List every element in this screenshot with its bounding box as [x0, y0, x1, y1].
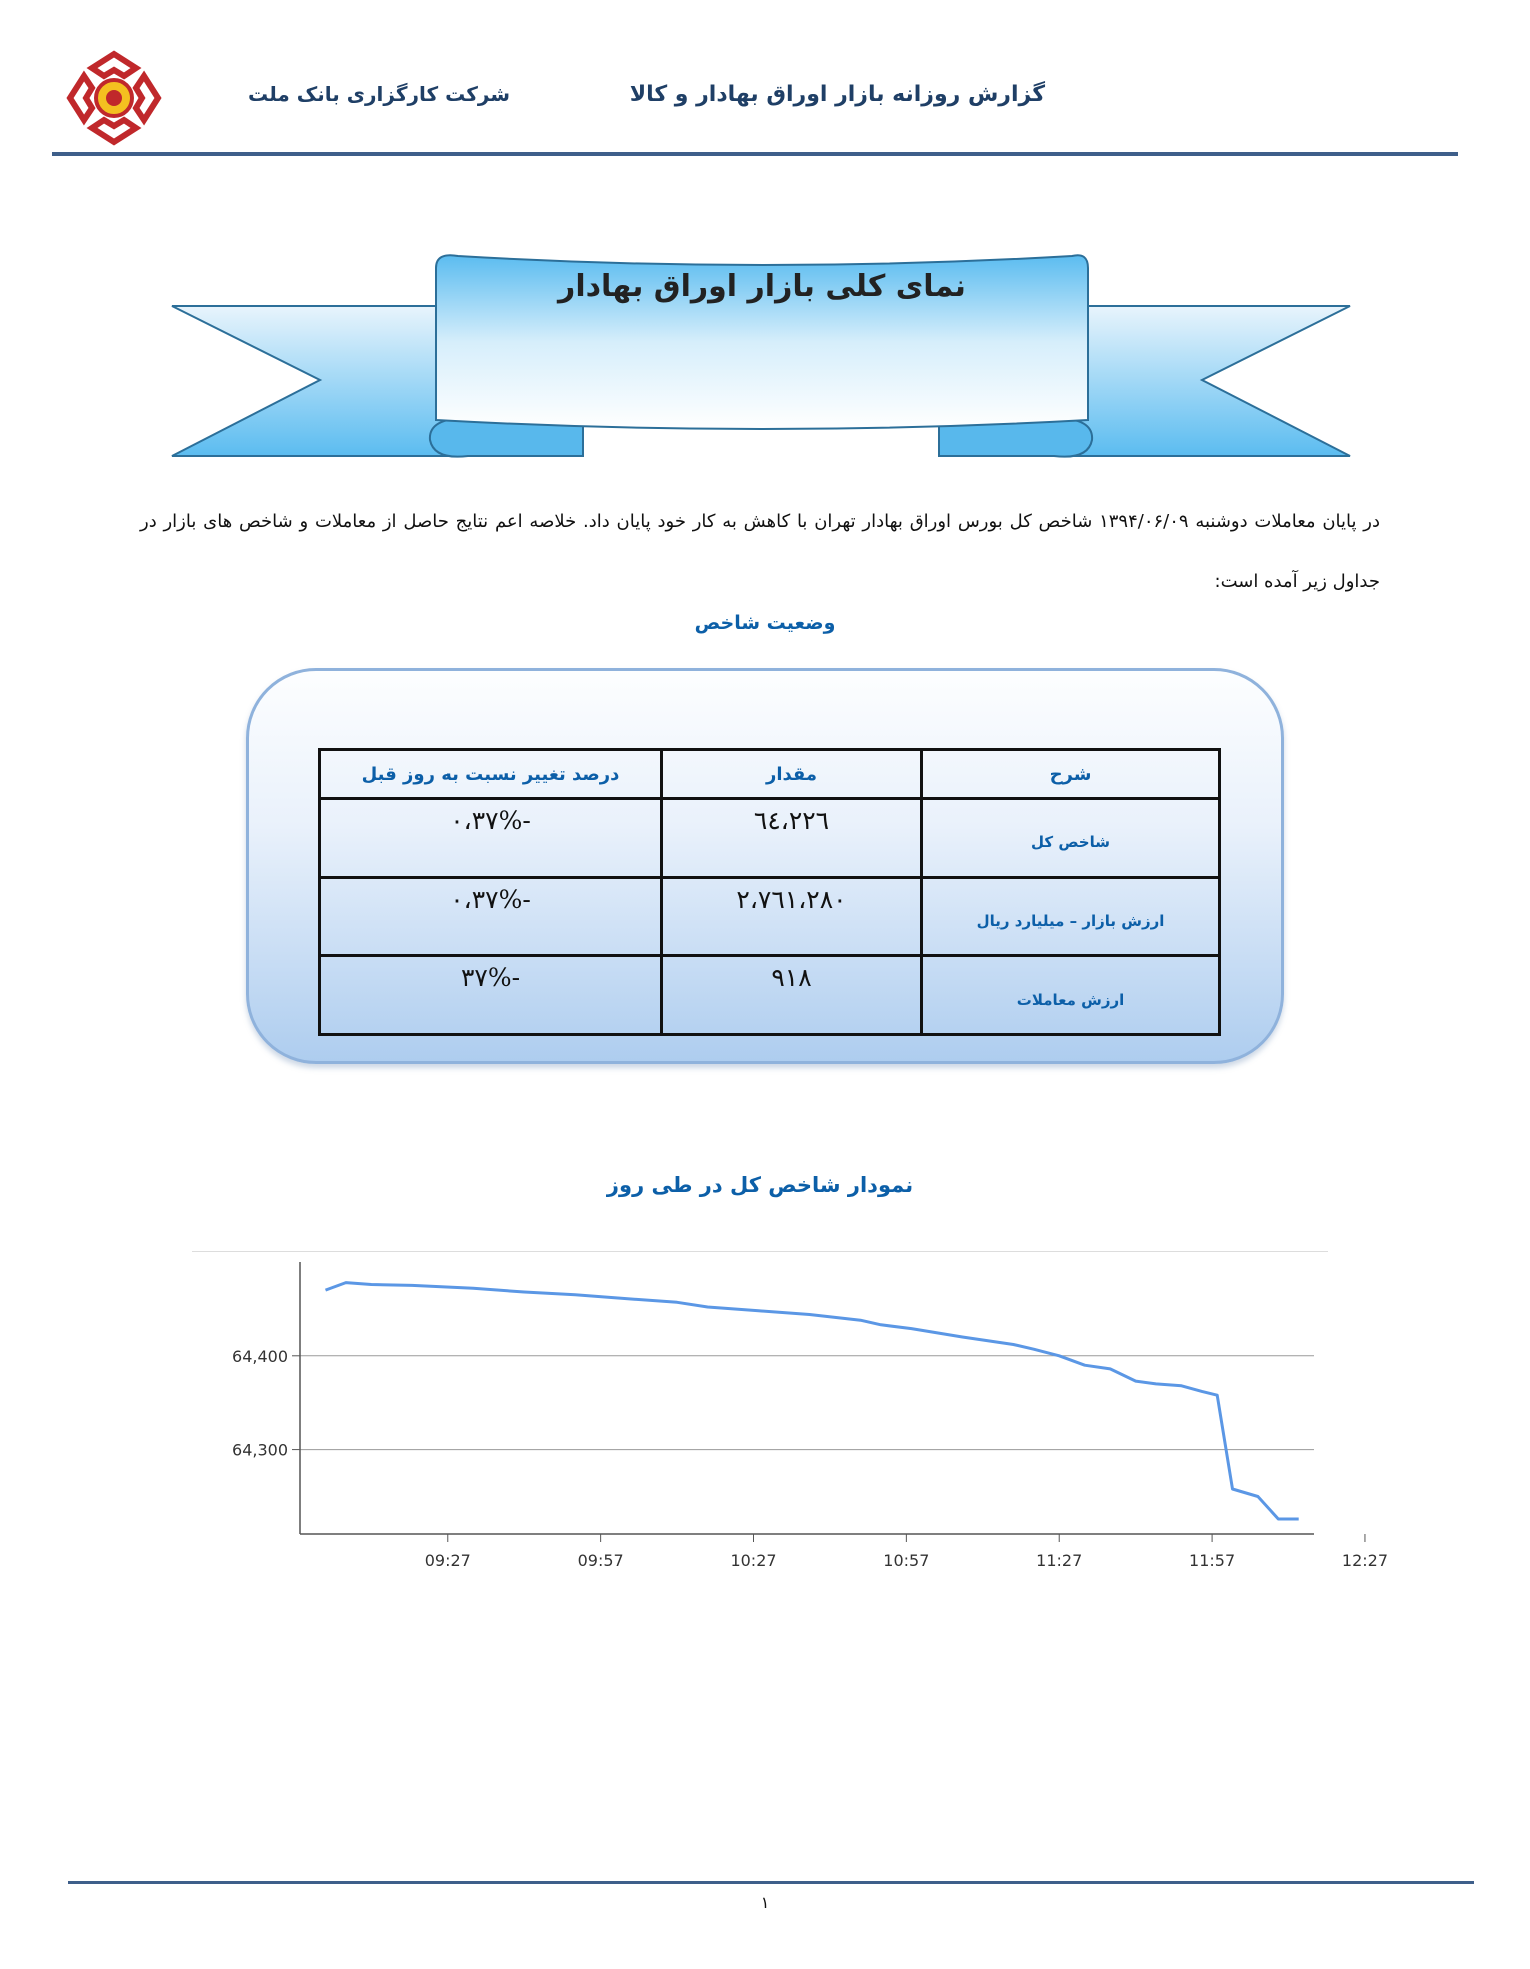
- company-logo: [64, 48, 164, 148]
- header-value: مقدار: [662, 750, 922, 799]
- table-header-row: [320, 750, 1220, 799]
- header-change: درصد تغییر نسبت به روز قبل: [320, 750, 662, 799]
- row-label: ارزش بازار – میلیارد ریال: [922, 877, 1220, 956]
- y-tick-label: 64,300: [232, 1440, 288, 1460]
- intro-paragraph: در پایان معاملات دوشنبه ۱۳۹۴/۰۶/۰۹ شاخص کل بورس اوراق بهادار تهران با کاهش به کار خود پایان داد. خلاصه اعم نتایج حاصل از معاملات و شاخص های بازار در جداول زیر آمده است:: [140, 511, 1381, 592]
- x-tick-label: 11:57: [1189, 1551, 1236, 1570]
- row-change: -%٠،٣٧: [320, 877, 662, 956]
- row-change: -%٣٧: [320, 956, 662, 1035]
- footer-rule: [68, 1881, 1474, 1884]
- title-banner: [168, 250, 1354, 460]
- chart-title: نمودار شاخص کل در طی روز: [606, 1173, 914, 1197]
- page-number: ١: [760, 1893, 770, 1912]
- x-tick-label: 11:27: [1036, 1551, 1083, 1570]
- banner-title: نمای کلی بازار اوراق بهادار: [558, 269, 966, 304]
- row-value: ٦٤،٢٢٦: [662, 799, 922, 878]
- row-label: ارزش معاملات: [922, 956, 1220, 1035]
- x-tick-label: 12:27: [1341, 1551, 1389, 1570]
- series-line: [326, 1283, 1299, 1519]
- report-title: گزارش روزانه بازار اوراق بهادار و کالا: [629, 82, 1045, 107]
- index-status-title: وضعیت شاخص: [694, 612, 836, 634]
- index-status-table: [318, 748, 1221, 1036]
- x-tick-label: 09:57: [577, 1551, 624, 1570]
- x-tick-label: 09:27: [424, 1551, 471, 1570]
- row-value: ٩١٨: [662, 956, 922, 1035]
- row-value: ٢،٧٦١،٢٨٠: [662, 877, 922, 956]
- x-tick-label: 10:57: [883, 1551, 930, 1570]
- row-label: شاخص کل: [922, 799, 1220, 878]
- header-rule: [52, 152, 1458, 156]
- y-tick-label: 64,400: [232, 1346, 288, 1366]
- table-row: [320, 956, 1220, 1035]
- header-description: شرح: [922, 750, 1220, 799]
- index-line-chart: [192, 1252, 1389, 1592]
- table-row: [320, 799, 1220, 878]
- table-row: [320, 877, 1220, 956]
- x-tick-label: 10:27: [730, 1551, 777, 1570]
- row-change: -%٠،٣٧: [320, 799, 662, 878]
- company-name: شرکت کارگزاری بانک ملت: [248, 82, 510, 106]
